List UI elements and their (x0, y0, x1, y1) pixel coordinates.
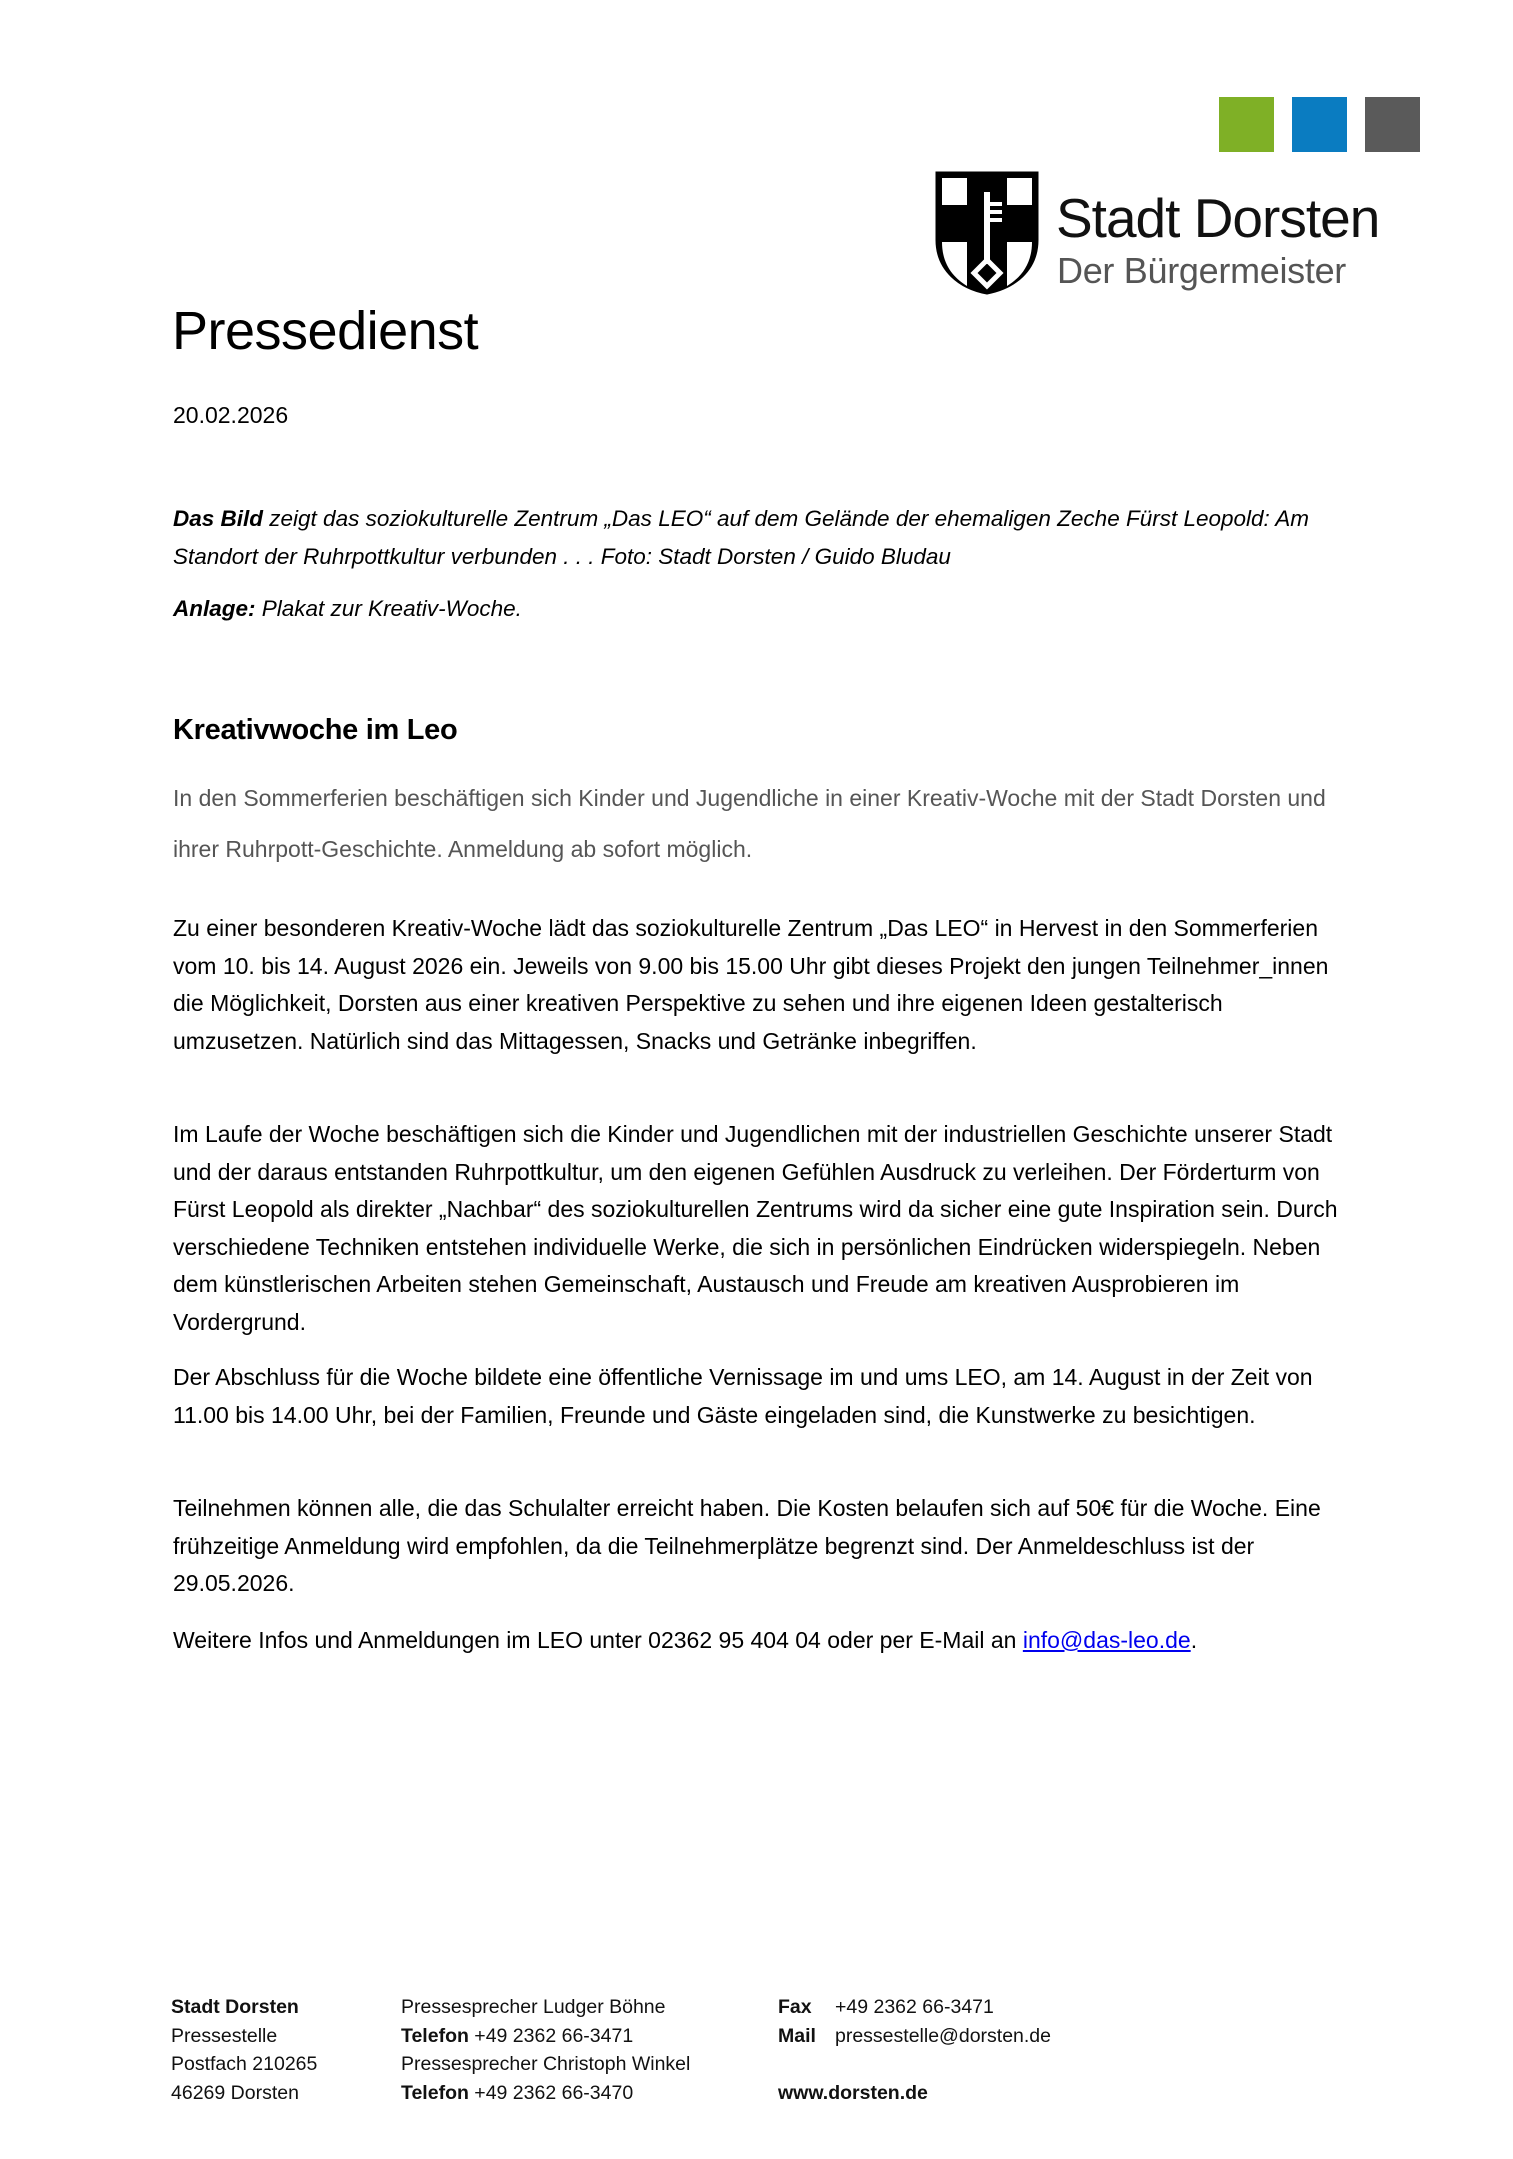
contact-end: . (1190, 1627, 1198, 1653)
contact-text: Weitere Infos und Anmeldungen im LEO unter 02362 95 404 04 oder per E-Mail an (173, 1627, 1023, 1653)
phone-1: +49 2362 66-3471 (468, 2024, 634, 2047)
footer-spokespersons (401, 1993, 690, 2107)
footer-org: Stadt Dorsten (171, 1996, 299, 2018)
green-square (1219, 97, 1274, 152)
phone-2: +49 2362 66-3470 (468, 2081, 634, 2104)
article-paragraph-1: Zu einer besonderen Kreativ-Woche lädt das soziokulturelle Zentrum „Das LEO“ in Hervest in den Sommerferien vom 10. bis 14. August 2026 ein. Jeweils von 9.00 bis 15.00 Uhr gibt dieses Projekt den jungen Teilnehmer_innen die Möglichkeit, Dorsten aus einer kreativen Perspektive zu sehen und ihre eigenen Ideen gestalterisch umzusetzen. Natürlich sind das Mittagessen, Snacks und Getränke inbegriffen. (173, 915, 1329, 1054)
page-title: Pressedienst (172, 301, 479, 361)
date: 20.02.2026 (173, 402, 289, 428)
article-paragraph-3: Der Abschluss für die Woche bildete eine öffentliche Vernissage im und ums LEO, am 14. August in der Zeit von 11.00 bis 14.00 Uhr, bei der Familien, Freunde und Gäste eingeladen sind, die Kunstwerke zu besichtigen. (173, 1364, 1313, 1428)
blue-square (1292, 97, 1347, 152)
article-paragraph-4: Teilnehmen können alle, die das Schulalter erreicht haben. Die Kosten belaufen sich auf 50€ für die Woche. Eine frühzeitige Anmeldung wird empfohlen, da die Teilnehmerplätze begrenzt sind. Der Anmeldeschluss ist der 29.05.2026. (173, 1495, 1321, 1596)
footer-po-box: Postfach 210265 (171, 2053, 318, 2075)
website-link[interactable]: www.dorsten.de (778, 2081, 928, 2104)
email-link[interactable]: info@das-leo.de (1022, 1627, 1191, 1653)
footer-city: 46269 Dorsten (171, 2081, 299, 2104)
phone-label-1: Telefon (401, 2024, 469, 2047)
logo-subtitle: Der Bürgermeister (1057, 250, 1346, 291)
photo-caption (173, 500, 1333, 576)
attachment-label: Anlage: (173, 596, 256, 621)
spokesperson-1: Pressesprecher Ludger Böhne (401, 1996, 666, 2018)
mail-label: Mail (778, 2024, 816, 2047)
footer-dept: Pressestelle (171, 2024, 278, 2047)
article-paragraph-2: Im Laufe der Woche beschäftigen sich die Kinder und Jugendlichen mit der industriellen Geschichte unserer Stadt und der daraus entstanden Ruhrpottkultur, um den eigenen Gefühlen Ausdruck zu verleihen. Der Förderturm von Fürst Leopold als direkter „Nachbar“ des soziokulturellen Zentrums wird da sicher eine gute Inspiration sein. Durch verschiedene Techniken entstehen individuelle Werke, die sich in persönlichen Eindrücken widerspiegeln. Neben dem künstlerischen Arbeiten stehen Gemeinschaft, Austausch und Freude am kreativen Ausprobieren im Vordergrund. (173, 1121, 1338, 1335)
gray-square (1365, 97, 1420, 152)
footer-address (171, 1993, 317, 2107)
fax-number: +49 2362 66-3471 (835, 1996, 994, 2018)
attachment-note (173, 596, 522, 622)
spokesperson-2: Pressesprecher Christoph Winkel (401, 2053, 691, 2075)
caption-text: zeigt das soziokulturelle Zentrum „Das LEO“ auf dem Gelände der ehemaligen Zeche Fürst Leopold: Am Standort der Ruhrpottkultur verbunden . . . Foto: Stadt Dorsten / Guido Bludau (173, 506, 1309, 569)
article-contact (173, 1622, 1353, 1660)
attachment-text: Plakat zur Kreativ-Woche. (255, 596, 522, 621)
article-lead: In den Sommerferien beschäftigen sich Kinder und Jugendliche in einer Kreativ-Woche mit der Stadt Dorsten und ihrer Ruhrpott-Geschichte. Anmeldung ab sofort möglich. (173, 785, 1326, 862)
caption-label: Das Bild (173, 506, 264, 531)
article-heading: Kreativwoche im Leo (173, 714, 458, 746)
phone-label-2: Telefon (401, 2081, 469, 2104)
footer-contact (778, 1993, 1051, 2107)
logo-title: Stadt Dorsten (1056, 187, 1380, 249)
mail-address[interactable]: pressestelle@dorsten.de (835, 2024, 1051, 2047)
coat-of-arms-key-icon (934, 170, 1040, 296)
fax-label: Fax (778, 1996, 812, 2018)
